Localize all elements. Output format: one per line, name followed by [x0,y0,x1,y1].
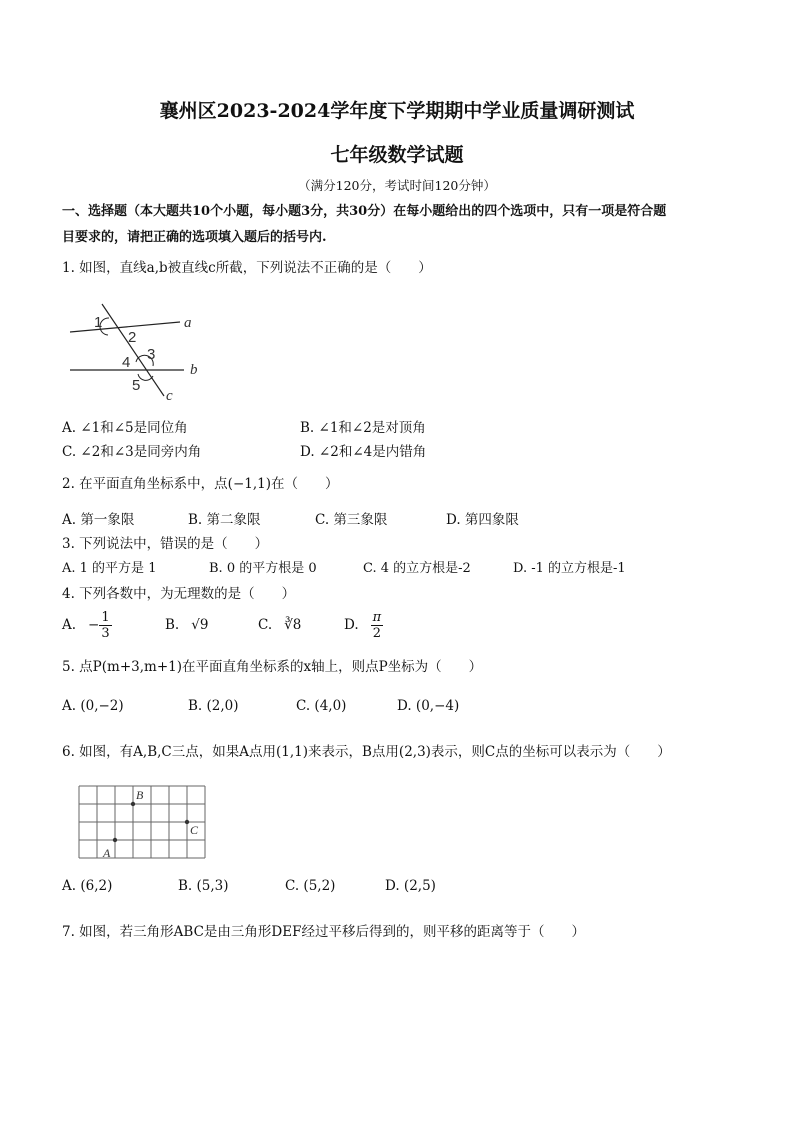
question-3-stem: 3. 下列说法中，错误的是（ ） [62,536,269,552]
question-2-stem: 2. 在平面直角坐标系中，点(−1,1)在（ ） [62,476,339,492]
q6-option-c: C. (5,2) [285,878,336,894]
q5-option-b: B. (2,0) [188,698,239,714]
q4-a-label: A. [62,617,77,633]
q4-c-label: C. [258,617,273,633]
fig1-label-5: 5 [132,377,141,394]
q1-option-d: D. ∠2和∠4是内错角 [300,444,427,460]
question-1-figure [62,300,212,405]
point-a [113,838,117,842]
q4-c-value: ∛8 [284,617,302,633]
q4-option-b [165,605,208,645]
fig1-label-c: c [166,388,173,404]
question-4-stem: 4. 下列各数中，为无理数的是（ ） [62,586,296,602]
point-c [185,820,189,824]
q2-option-b: B. 第二象限 [188,512,261,528]
question-6-stem: 6. 如图，有A,B,C三点，如果A点用(1,1)来表示，B点用(2,3)表示，则C点的坐标可以表示为（ ） [62,744,671,760]
q1-option-c: C. ∠2和∠3是同旁内角 [62,444,202,460]
fig1-label-a: a [184,315,192,331]
q1-option-a: A. ∠1和∠5是同位角 [62,420,188,436]
exam-note: （满分120分，考试时间120分钟） [298,178,496,193]
q6-option-b: B. (5,3) [178,878,229,894]
q4-d-denominator: 2 [372,625,382,641]
q4-a-denominator: 3 [101,625,110,641]
section-heading-line1: 一、选择题（本大题共10个小题，每小题3分，共30分）在每小题给出的四个选项中，只有一项是符合题 [62,204,667,219]
page-title: 襄州区2023-2024学年度下学期期中学业质量调研测试 [159,100,635,122]
fig6-label-c: C [190,823,199,837]
q4-b-label: B. [165,617,180,633]
q2-option-d: D. 第四象限 [446,512,519,528]
q2-option-c: C. 第三象限 [315,512,388,528]
q4-a-sign: − [88,617,100,633]
q4-a-fraction [99,610,111,641]
fig1-label-1: 1 [94,314,103,331]
question-6-grid-figure [72,782,212,864]
q3-option-d: D. -1 的立方根是-1 [513,561,626,576]
q2-option-a: A. 第一象限 [62,512,135,528]
point-b [131,802,135,806]
fig6-label-b: B [136,788,144,802]
q1-option-b: B. ∠1和∠2是对顶角 [300,420,426,436]
fig1-label-3: 3 [147,346,156,363]
question-7-stem: 7. 如图，若三角形ABC是由三角形DEF经过平移后得到的，则平移的距离等于（ ） [62,924,585,940]
q4-a-numerator: 1 [101,609,110,625]
fig1-label-4: 4 [122,354,131,371]
question-1-stem: 1. 如图，直线a,b被直线c所截，下列说法不正确的是（ ） [62,260,432,276]
fig6-label-a: A [103,846,111,860]
q4-b-value: √9 [191,617,209,633]
q5-option-a: A. (0,−2) [62,698,124,714]
q4-option-d [344,605,383,645]
q4-d-label: D. [344,617,359,633]
question-5-stem: 5. 点P(m+3,m+1)在平面直角坐标系的x轴上，则点P坐标为（ ） [62,659,483,675]
fig1-label-2: 2 [128,329,137,346]
q6-option-a: A. (6,2) [62,878,113,894]
fig1-label-b: b [190,362,198,378]
page-subtitle: 七年级数学试题 [330,144,464,166]
q4-d-fraction [371,610,384,641]
q3-option-c: C. 4 的立方根是-2 [363,561,471,576]
line-a [70,322,180,332]
q3-option-b: B. 0 的平方根是 0 [209,561,317,576]
q5-option-c: C. (4,0) [296,698,347,714]
q5-option-d: D. (0,−4) [397,698,460,714]
q3-option-a: A. 1 的平方是 1 [62,561,157,576]
section-heading-line2: 目要求的，请把正确的选项填入题后的括号内. [62,230,327,245]
q4-option-a [62,605,112,645]
q4-option-c [258,605,301,645]
q4-d-numerator: π [372,609,382,625]
q6-option-d: D. (2,5) [385,878,436,894]
